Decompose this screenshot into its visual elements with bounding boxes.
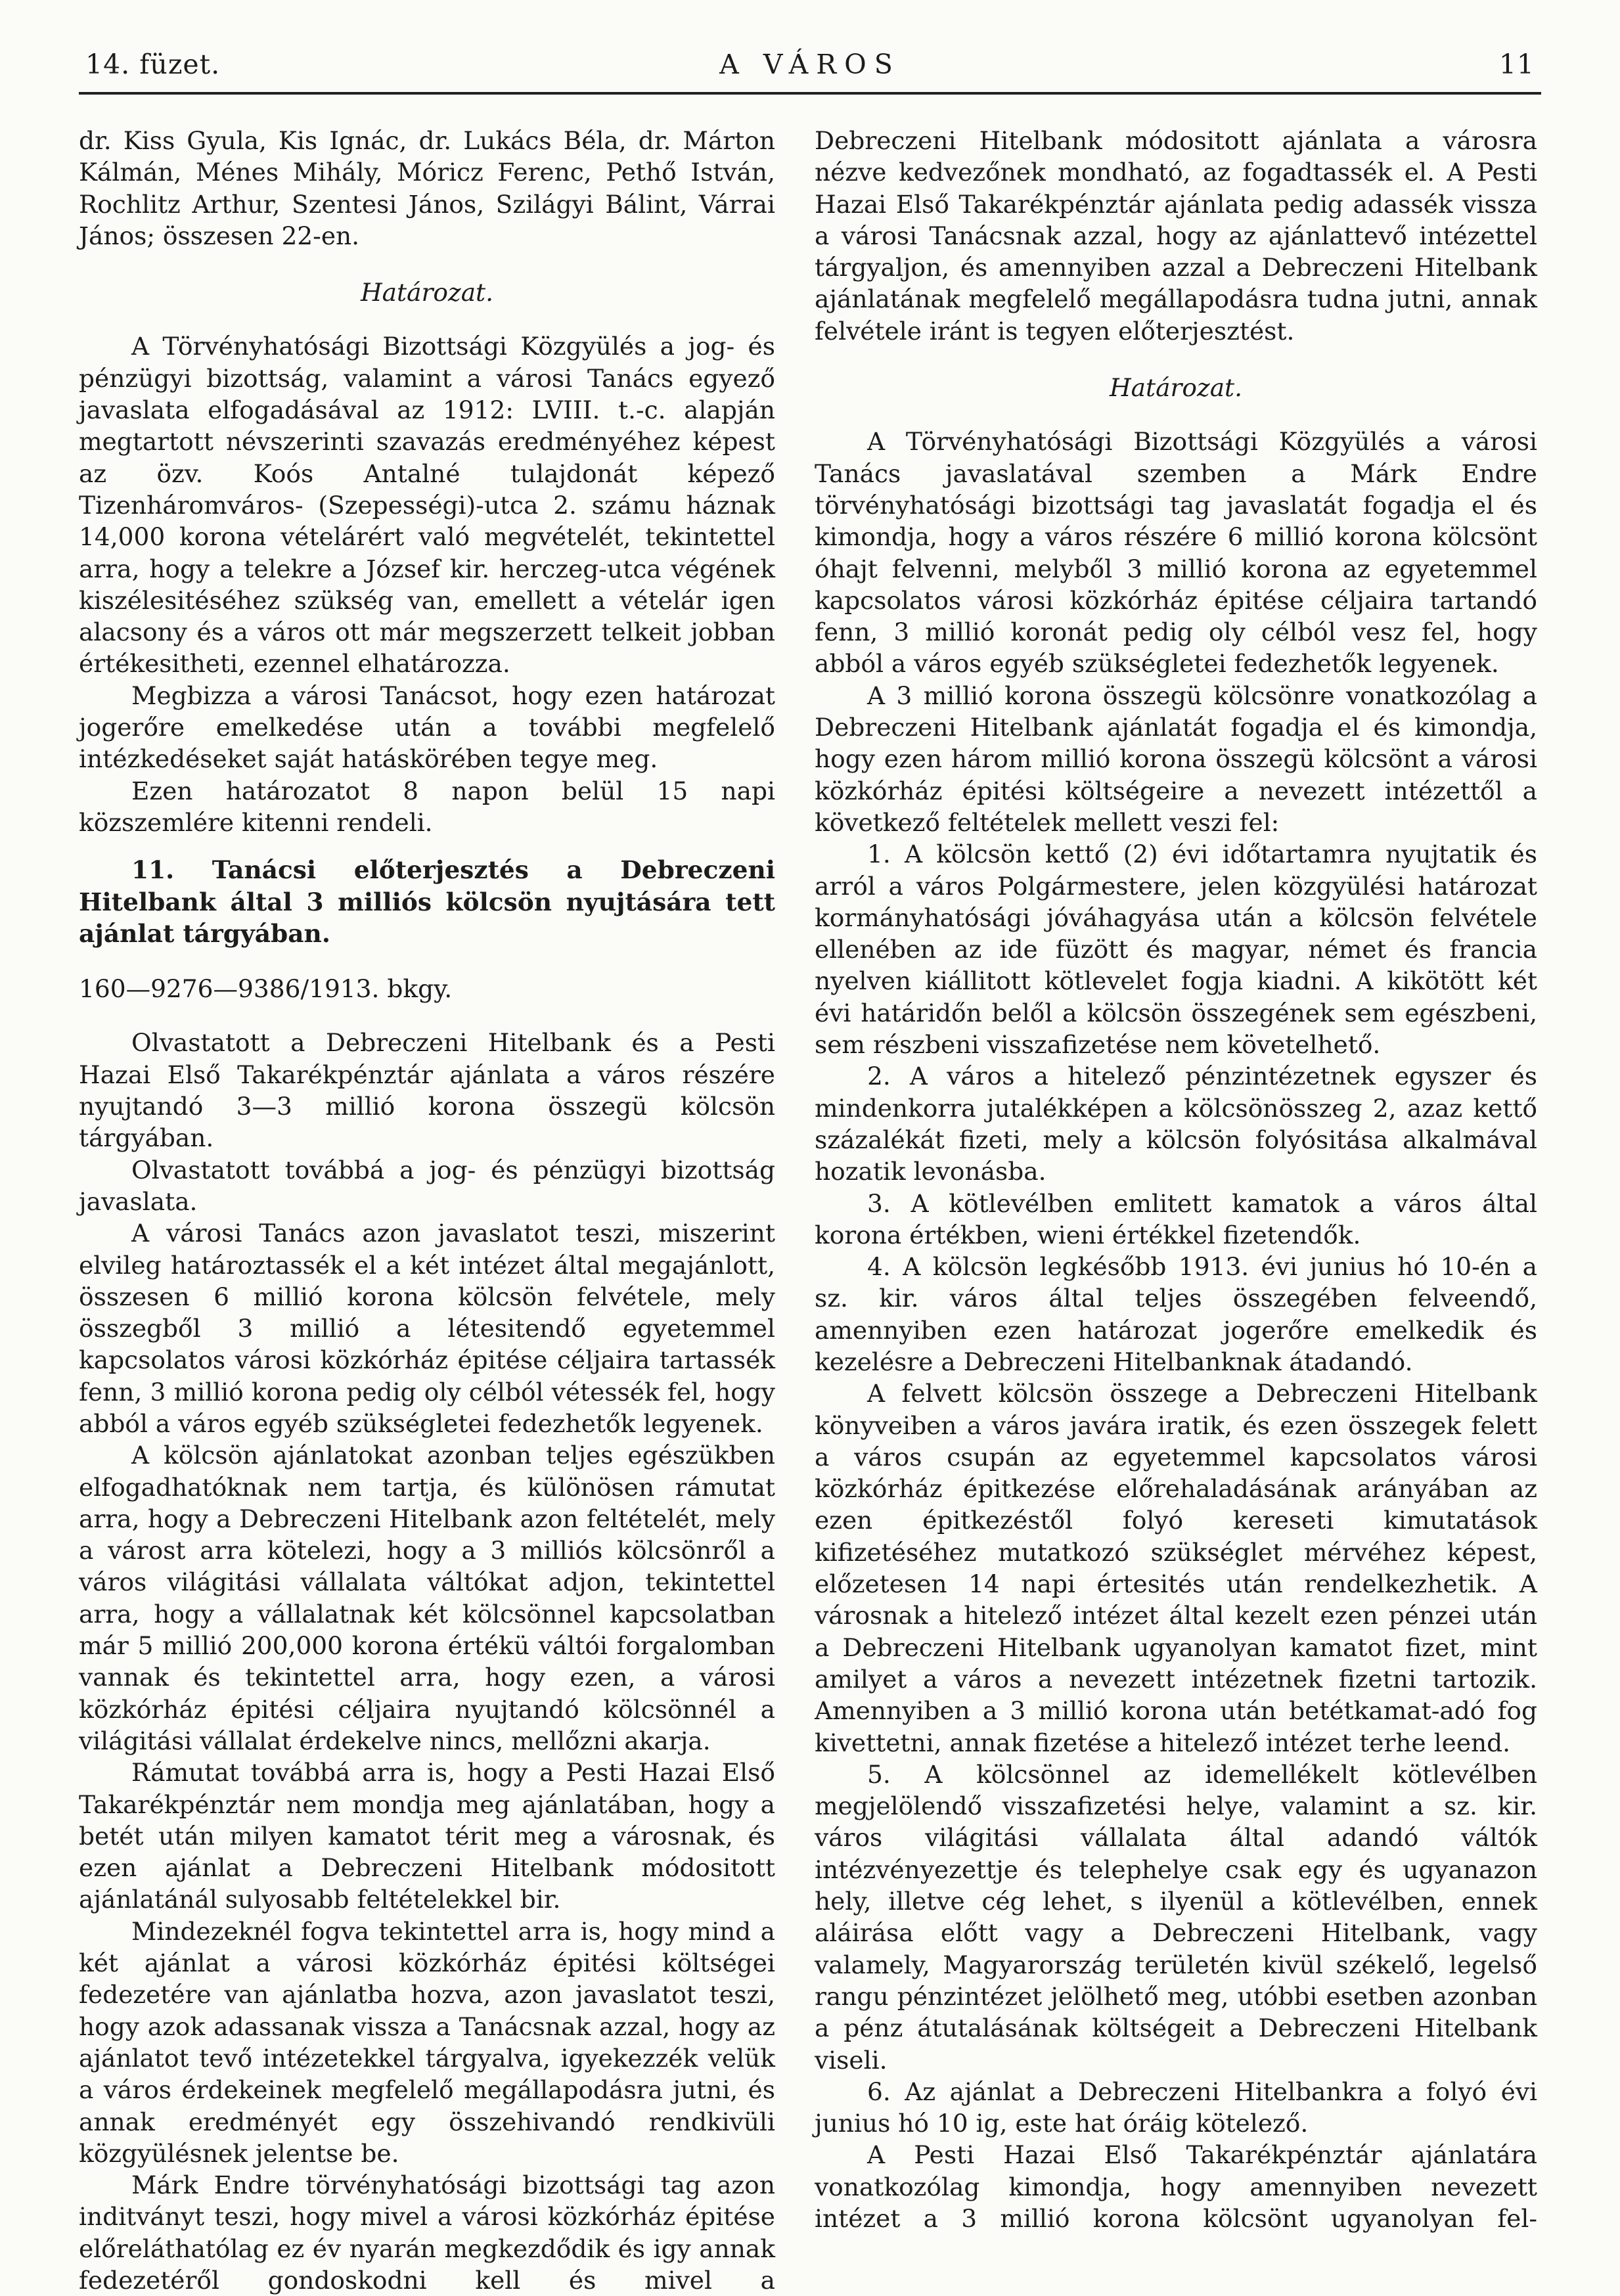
paragraph: A felvett kölcsön összege a Debreczeni Hitelbank könyveiben a város javára iratik, és ezen összegek felett a város csupán az egyetemmel kapcsolatos városi közkórház épitkezése előrehaladásának arányában az ezen épitkezéstől folyó kereseti kimutatások kifizetéséhez mutatkozó szükséglet mérvéhez képest, előzetesen 14 napi értesités után rendelkezhetik. A városnak a hitelező intézet által kezelt ezen pénzei után a Debreczeni Hitelbank ugyanolyan kamatot fizet, mint amilyet a város a nevezett intézetnek fizetni tartozik. Amennyiben a 3 millió korona után betétkamat-adó fog kivettetni, annak fizetése a hitelező intézet terhe leend. [815, 1379, 1537, 1757]
paragraph: Olvastatott továbbá a jog- és pénzügyi bizottság javaslata. [79, 1155, 775, 1216]
paragraph: 2. A város a hitelező pénzintézetnek egyszer és mindenkorra jutalékképen a kölcsönösszeg 2, azaz kettő százalékát fizeti, mely a kölcsön folyósitása alkalmával hozatik levonásba. [815, 1062, 1537, 1186]
paragraph: Mindezeknél fogva tekintettel arra is, hogy mind a két ajánlat a városi közkórház épitési költségei fedezetére van ajánlatba hozva, azon javaslatot teszi, hogy azok adassanak vissza a Tanácsnak azzal, hogy az ajánlatot tevő intézetekkel tárgyalva, igyekezzék velük a város érdekeinek megfelelő megállapodásra jutni, és annak eredményét egy összehivandó rendkivüli közgyülésnek jelentse be. [79, 1916, 775, 2168]
reference-number: 160—9276—9386/1913. bkgy. [79, 974, 453, 1004]
paragraph: 1. A kölcsön kettő (2) évi időtartamra nyujtatik és arról a város Polgármestere, jelen közgyülési határozat kormányhatósági jóváhagyása után a kölcsön felvétele ellenében az ide füzött és magyar, német és francia nyelven kiállitott kötlevelet fogja kiadni. A kikötött két évi határidőn belől a kölcsön összegének sem egészbeni, sem részbeni visszafizetése nem követelhető. [815, 840, 1537, 1060]
left-column [79, 125, 775, 2295]
issue-number: 14. füzet. [85, 49, 221, 80]
resolution-heading: Határozat. [1109, 373, 1243, 403]
section-title: 11. Tanácsi előterjesztés a Debreczeni Hitelbank által 3 milliós kölcsön nyujtására tett ajánlat tárgyában. [79, 855, 775, 948]
paragraph: A 3 millió korona összegü kölcsönre vonatkozólag a Debreczeni Hitelbank ajánlatát fogadja el és kimondja, hogy ezen három millió korona összegü kölcsönt a városi közkórház épitési költségeire a nevezett intézettől a következő feltételek mellett veszi fel: [815, 681, 1537, 837]
paragraph: A kölcsön ajánlatokat azonban teljes egészükben elfogadhatóknak nem tartja, és különösen rámutat arra, hogy a Debreczeni Hitelbank azon feltételét, mely a várost arra kötelezi, hogy a 3 milliós kölcsönről a város világitási vállalata váltókat adjon, tekintettel arra, hogy a vállalatnak két kölcsönnel kapcsolatban már 5 millió 200,000 korona értékü váltói forgalomban vannak és tekintettel arra, hogy ezen, a városi közkórház épitési céljaira nyujtandó kölcsönnél a világitási vállalat érdekelve nincs, mellőzni akarja. [79, 1441, 775, 1755]
paragraph: Olvastatott a Debreczeni Hitelbank és a Pesti Hazai Első Takarékpénztár ajánlata a város részére nyujtandó 3—3 millió korona összegü kölcsön tárgyában. [79, 1028, 775, 1153]
paragraph: 5. A kölcsönnel az idemellékelt kötlevélben megjelölendő visszafizetési helye, valamint a sz. kir. város világitási vállalata által adandó váltók intézvényezettje és telephelye csak egy és ugyanazon hely, illetve cég lehet, s ilyenül a kötlevélben, ennek aláirása előtt vagy a Debreczeni Hitelbank, vagy valamely, Magyarország területén kivül székelő, legelső rangu pénzintézet jelölhető meg, utóbbi esetben azonban a pénz átutalásának költségeit a Debreczeni Hitelbank viseli. [815, 1759, 1537, 2075]
paragraph: Rámutat továbbá arra is, hogy a Pesti Hazai Első Takarékpénztár nem mondja meg ajánlatában, hogy a betét után milyen kamatot térit meg a városnak, és ezen ajánlat a Debreczeni Hitelbank módositott ajánlatánál sulyosabb feltételekkel bir. [79, 1758, 775, 1914]
paragraph: Megbizza a városi Tanácsot, hogy ezen határozat jogerőre emelkedése után a további megfelelő intézkedéseket saját hatáskörében tegye meg. [79, 681, 775, 774]
paragraph: dr. Kiss Gyula, Kis Ignác, dr. Lukács Béla, dr. Márton Kálmán, Ménes Mihály, Móricz Ferenc, Pethő István, Rochlitz Arthur, Szentesi János, Szilágyi Bálint, Várrai János; összesen 22-en. [79, 126, 775, 250]
right-column [815, 125, 1537, 2233]
page-number: 11 [1498, 49, 1535, 80]
paragraph: A Törvényhatósági Bizottsági Közgyülés a városi Tanács javaslatával szemben a Márk Endre törvényhatósági bizottsági tag javaslatát fogadja el és kimondja, hogy a város részére 6 millió korona kölcsönt óhajt felvenni, melyből 3 millió korona az egyetemmel kapcsolatos városi közkórház épitése céljaira tartandó fenn, 3 millió koronát pedig oly célból vesz fel, hogy abból a város egyéb szükségletei fedezhetők legyenek. [815, 427, 1537, 679]
paragraph: 6. Az ajánlat a Debreczeni Hitelbankra a folyó évi junius hó 10 ig, este hat óráig kötelező. [815, 2077, 1537, 2138]
journal-title: A VÁROS [719, 49, 901, 80]
resolution-heading: Határozat. [360, 278, 494, 307]
page-header [79, 46, 1541, 95]
paragraph: A Pesti Hazai Első Takarékpénztár ajánlatára vonatkozólag kimondja, hogy amennyiben nevezett intézet a 3 millió korona kölcsönt ugyanolyan fel- [815, 2140, 1537, 2233]
paragraph: 4. A kölcsön legkésőbb 1913. évi junius hó 10-én a sz. kir. város által teljes összegében felveendő, amennyiben ezen határozat jogerőre emelkedik és kezelésre a Debreczeni Hitelbanknak átadandó. [815, 1252, 1537, 1376]
paragraph: A Törvényhatósági Bizottsági Közgyülés a jog- és pénzügyi bizottság, valamint a városi Tanács egyező javaslata elfogadásával az 1912: LVIII. t.-c. alapján megtartott névszerinti szavazás eredményéhez képest az özv. Koós Antalné tulajdonát képező Tizenháromváros- (Szepességi)-utca 2. számu háznak 14,000 korona vételárért való megvételét, tekintettel arra, hogy a telekre a József kir. herczeg-utca végének kiszélesitéséhez szükség van, emellett a vételár igen alacsony és a város ott már megszerzett telkeit jobban értékesitheti, ezennel elhatározza. [79, 332, 775, 679]
paragraph: Ezen határozatot 8 napon belül 15 napi közszemlére kitenni rendeli. [79, 776, 775, 837]
paragraph: Márk Endre törvényhatósági bizottsági tag azon inditványt teszi, hogy mivel a városi közkórház épitése előreláthatólag ez év nyarán megkezdődik és igy annak fedezetéről gondoskodni kell és mivel a [79, 2171, 775, 2295]
paragraph: Debreczeni Hitelbank módositott ajánlata a városra nézve kedvezőnek mondható, az fogadtassék el. A Pesti Hazai Első Takarékpénztár ajánlata pedig adassék vissza a városi Tanácsnak azzal, hogy az ajánlattevő intézettel tárgyaljon, és amennyiben azzal a Debreczeni Hitelbank ajánlatának megfelelő megállapodásra tudna jutni, annak felvétele iránt is tegyen előterjesztést. [815, 126, 1537, 346]
paragraph: A városi Tanács azon javaslatot teszi, miszerint elvileg határoztassék el a két intézet által megajánlott, összesen 6 millió korona kölcsön felvétele, mely összegből 3 millió a létesitendő egyetemmel kapcsolatos városi közkórház épitése céljaira tartassék fenn, 3 millió korona pedig oly célból vétessék fel, hogy abból a város egyéb szükségletei fedezhetők legyenek. [79, 1219, 775, 1438]
paragraph: 3. A kötlevélben emlitett kamatok a város által korona értékben, wieni értékkel fizetendők. [815, 1188, 1537, 1249]
